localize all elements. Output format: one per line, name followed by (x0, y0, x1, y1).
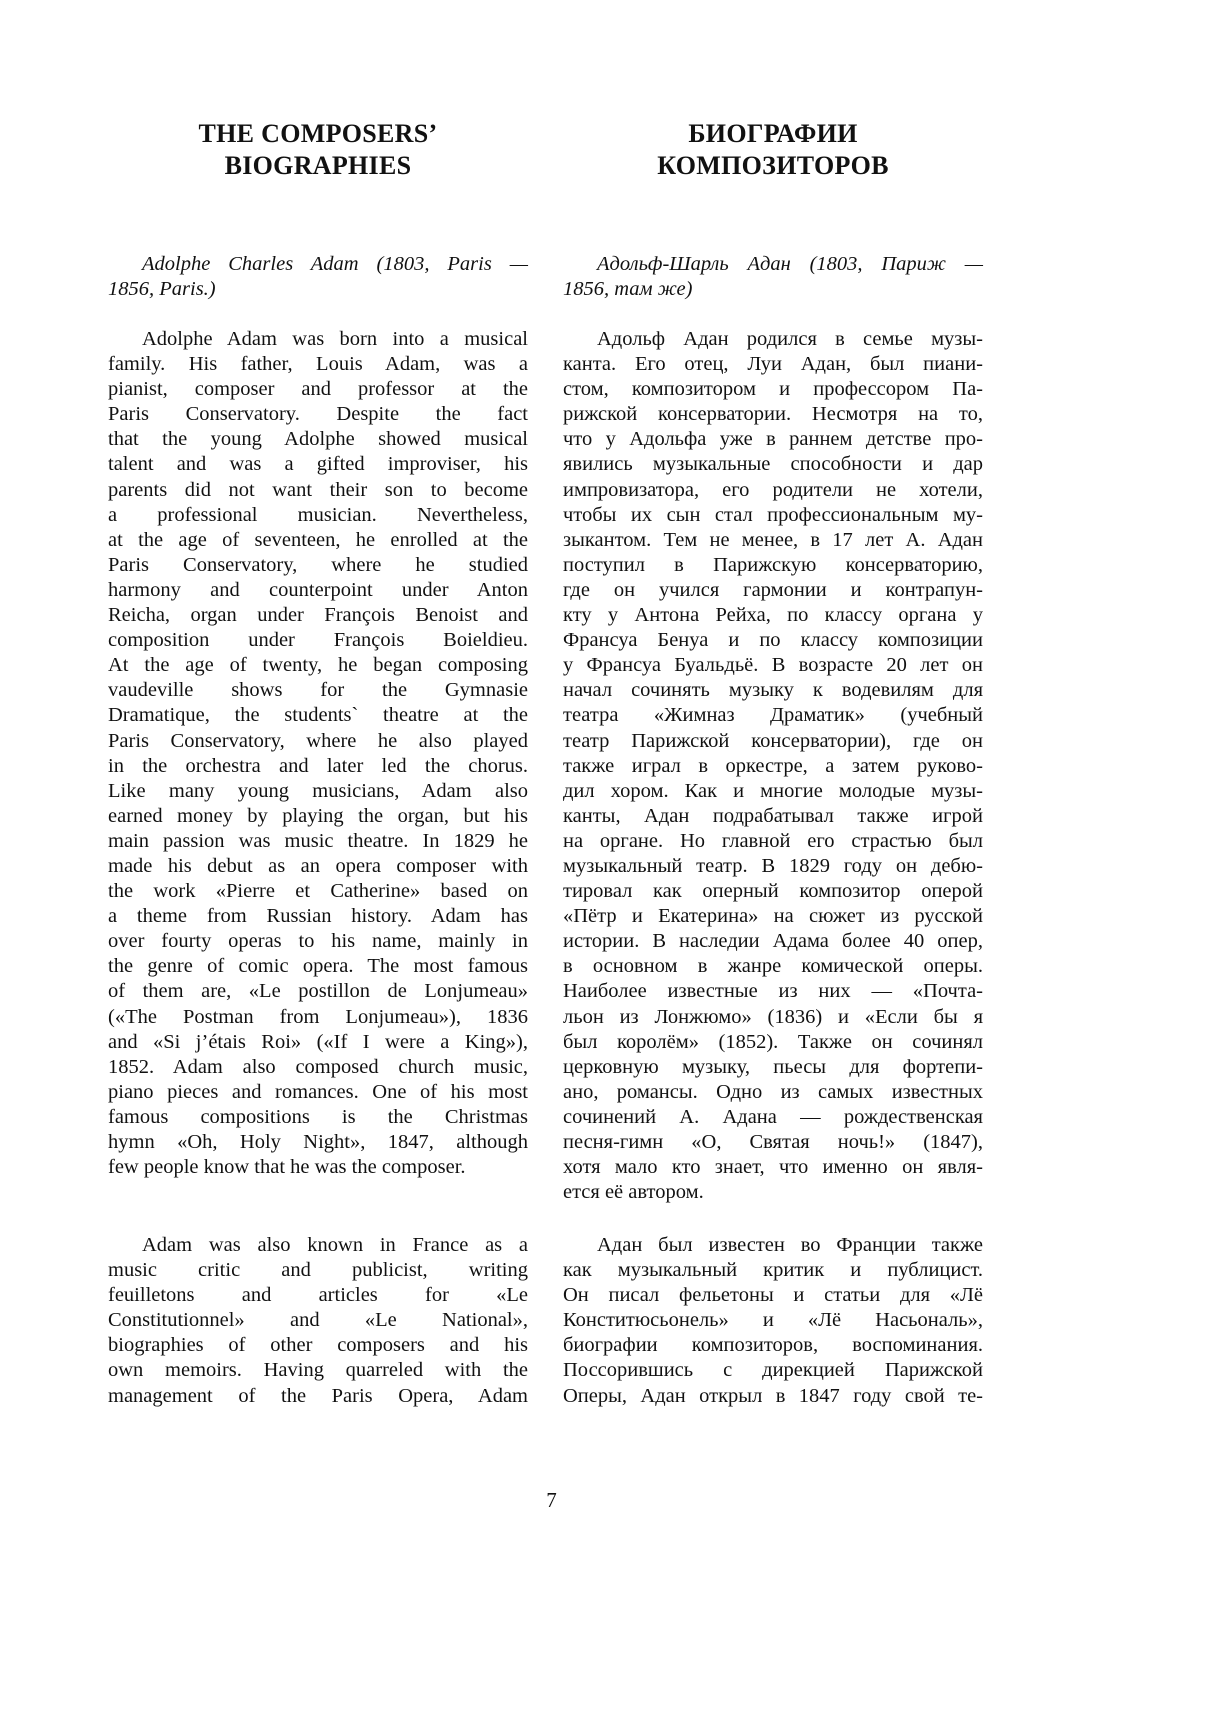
text-line: the work «Pierre et Catherine» based on (108, 880, 528, 903)
text-line: famous compositions is the Christmas (108, 1105, 528, 1128)
text-line: Adolphe Adam was born into a musical (142, 328, 528, 350)
text-line: в основном в жанре комической оперы. (563, 955, 983, 978)
text-line: Constitutionnel» and «Le National», (108, 1309, 528, 1332)
text-line: рижской консерватории. Несмотря на то, (563, 403, 983, 426)
text-line: Наиболее известные из них — «Почта- (563, 980, 983, 1003)
heading-line: БИОГРАФИИ (688, 119, 858, 148)
text-line: у Франсуа Буальдьё. В возрасте 20 лет он (563, 654, 983, 677)
subtitle-line: 1856, Paris.) (108, 278, 216, 301)
text-line: few people know that he was the composer. (108, 1156, 466, 1179)
text-line: был королём» (1852). Также он сочинял (563, 1030, 983, 1053)
text-line: Поссорившись с дирекцией Парижской (563, 1359, 983, 1382)
text-line: песня-гимн «О, Святая ночь!» (1847), (563, 1131, 983, 1153)
english-paragraph-1 (108, 327, 528, 1180)
text-line: истории. В наследии Адама более 40 опер, (563, 930, 983, 953)
russian-paragraph-1 (563, 327, 983, 1205)
text-line: канта. Его отец, Луи Адан, был пиани- (563, 353, 983, 376)
english-subtitle (108, 252, 528, 302)
text-line: на органе. Но главной его страстью был (563, 829, 983, 852)
text-line: музыкальный театр. В 1829 году он дебю- (563, 854, 983, 877)
text-line: earned money by playing the organ, but his (108, 804, 528, 827)
heading-line: КОМПОЗИТОРОВ (657, 151, 889, 180)
text-line: где он учился гармонии и контрапун- (563, 578, 983, 601)
text-line: Paris Conservatory. Despite the fact (108, 403, 528, 426)
text-line: at the age of seventeen, he enrolled at the (108, 528, 528, 551)
text-line: talent and was a gifted improviser, his (108, 453, 528, 476)
text-line: явились музыкальные способности и дар (563, 453, 983, 476)
text-line: также играл в оркестре, а затем руково- (563, 754, 983, 777)
text-line: piano pieces and romances. One of his most (108, 1080, 528, 1103)
russian-heading (563, 118, 983, 182)
text-line: management of the Paris Opera, Adam (108, 1384, 528, 1407)
text-line: Adam was also known in France as a (142, 1234, 528, 1256)
text-line: начал сочинять музыку к водевилям для (563, 679, 983, 702)
text-line: тировал как оперный композитор оперой (563, 880, 983, 903)
text-line: main passion was music theatre. In 1829 he (108, 829, 528, 852)
text-line: over fourty operas to his name, mainly in (108, 930, 528, 953)
english-heading (108, 118, 528, 182)
text-line: Адан был известен во Франции также (597, 1234, 983, 1256)
text-line: hymn «Oh, Holy Night», 1847, although (108, 1131, 528, 1153)
text-line: хотя мало кто знает, что именно он явля- (563, 1156, 983, 1179)
text-line: Он писал фельетоны и статьи для «Лё (563, 1284, 983, 1307)
text-line: ется её автором. (563, 1181, 704, 1204)
text-line: дил хором. Как и многие молодые музы- (563, 779, 983, 802)
subtitle-line: Адольф-Шарль Адан (1803, Париж — (597, 253, 983, 275)
text-line: in the orchestra and later led the chorus. (108, 754, 528, 777)
text-line: feuilletons and articles for «Le (108, 1284, 528, 1307)
text-line: Конститюсьонель» и «Лё Насьональ», (563, 1309, 983, 1332)
text-line: сочинений А. Адана — рождественская (563, 1105, 983, 1128)
text-line: Paris Conservatory, where he also played (108, 729, 528, 752)
text-line: импровизатора, его родители не хотели, (563, 478, 983, 501)
text-line: parents did not want their son to become (108, 478, 528, 501)
text-line: made his debut as an opera composer with (108, 854, 528, 877)
heading-line: THE COMPOSERS’ (198, 119, 438, 148)
text-line: что у Адольфа уже в раннем детстве про- (563, 428, 983, 451)
text-line: Paris Conservatory, where he studied (108, 553, 528, 576)
text-line: pianist, composer and professor at the (108, 378, 528, 401)
text-line: («The Postman from Lonjumeau»), 1836 (108, 1005, 528, 1028)
text-line: a professional musician. Nevertheless, (108, 503, 528, 526)
text-line: At the age of twenty, he began composing (108, 654, 528, 677)
text-line: канты, Адан подрабатывал также игрой (563, 804, 983, 827)
text-line: чтобы их сын стал профессиональным му- (563, 503, 983, 526)
subtitle-line: Adolphe Charles Adam (1803, Paris — (142, 253, 528, 275)
text-line: a theme from Russian history. Adam has (108, 905, 528, 928)
russian-paragraph-2 (563, 1233, 983, 1409)
text-line: Франсуа Бенуа и по классу композиции (563, 629, 983, 652)
text-line: and «Si j’étais Roi» («If I were a King»), (108, 1030, 528, 1053)
text-line: that the young Adolphe showed musical (108, 428, 528, 451)
text-line: Оперы, Адан открыл в 1847 году свой те- (563, 1384, 983, 1407)
text-line: vaudeville shows for the Gymnasie (108, 679, 528, 702)
text-line: театра «Жимназ Драматик» (учебный (563, 704, 983, 727)
text-line: own memoirs. Having quarreled with the (108, 1359, 528, 1382)
text-line: как музыкальный критик и публицист. (563, 1259, 983, 1282)
page-number: 7 (546, 1488, 557, 1512)
text-line: зыкантом. Тем не менее, в 17 лет А. Адан (563, 528, 983, 551)
page-number-row (0, 1488, 1211, 1513)
text-line: harmony and counterpoint under Anton (108, 578, 528, 601)
text-line: Dramatique, the students` theatre at the (108, 704, 528, 727)
text-line: «Пётр и Екатерина» на сюжет из русской (563, 905, 983, 928)
heading-line: BIOGRAPHIES (224, 151, 412, 180)
text-line: церковную музыку, пьесы для фортепи- (563, 1055, 983, 1078)
text-line: Адольф Адан родился в семье музы- (597, 328, 983, 350)
text-line: family. His father, Louis Adam, was a (108, 353, 528, 376)
text-line: кту у Антона Рейха, по классу органа у (563, 604, 983, 627)
text-line: Like many young musicians, Adam also (108, 779, 528, 802)
text-line: льон из Лонжюмо» (1836) и «Если бы я (563, 1005, 983, 1028)
text-line: ано, романсы. Одно из самых известных (563, 1080, 983, 1103)
text-line: 1852. Adam also composed church music, (108, 1055, 528, 1078)
text-line: стом, композитором и профессором Па- (563, 378, 983, 401)
text-line: поступил в Парижскую консерваторию, (563, 553, 983, 576)
text-line: Reicha, organ under François Benoist and (108, 604, 528, 627)
subtitle-line: 1856, там же) (563, 278, 693, 301)
text-line: composition under François Boieldieu. (108, 629, 528, 652)
english-paragraph-2 (108, 1233, 528, 1409)
text-line: the genre of comic opera. The most famous (108, 955, 528, 978)
text-line: биографии композиторов, воспоминания. (563, 1334, 983, 1357)
text-line: biographies of other composers and his (108, 1334, 528, 1357)
text-line: театр Парижской консерватории), где он (563, 729, 983, 752)
text-line: music critic and publicist, writing (108, 1259, 528, 1282)
text-line: of them are, «Le postillon de Lonjumeau» (108, 980, 528, 1003)
russian-subtitle (563, 252, 983, 302)
